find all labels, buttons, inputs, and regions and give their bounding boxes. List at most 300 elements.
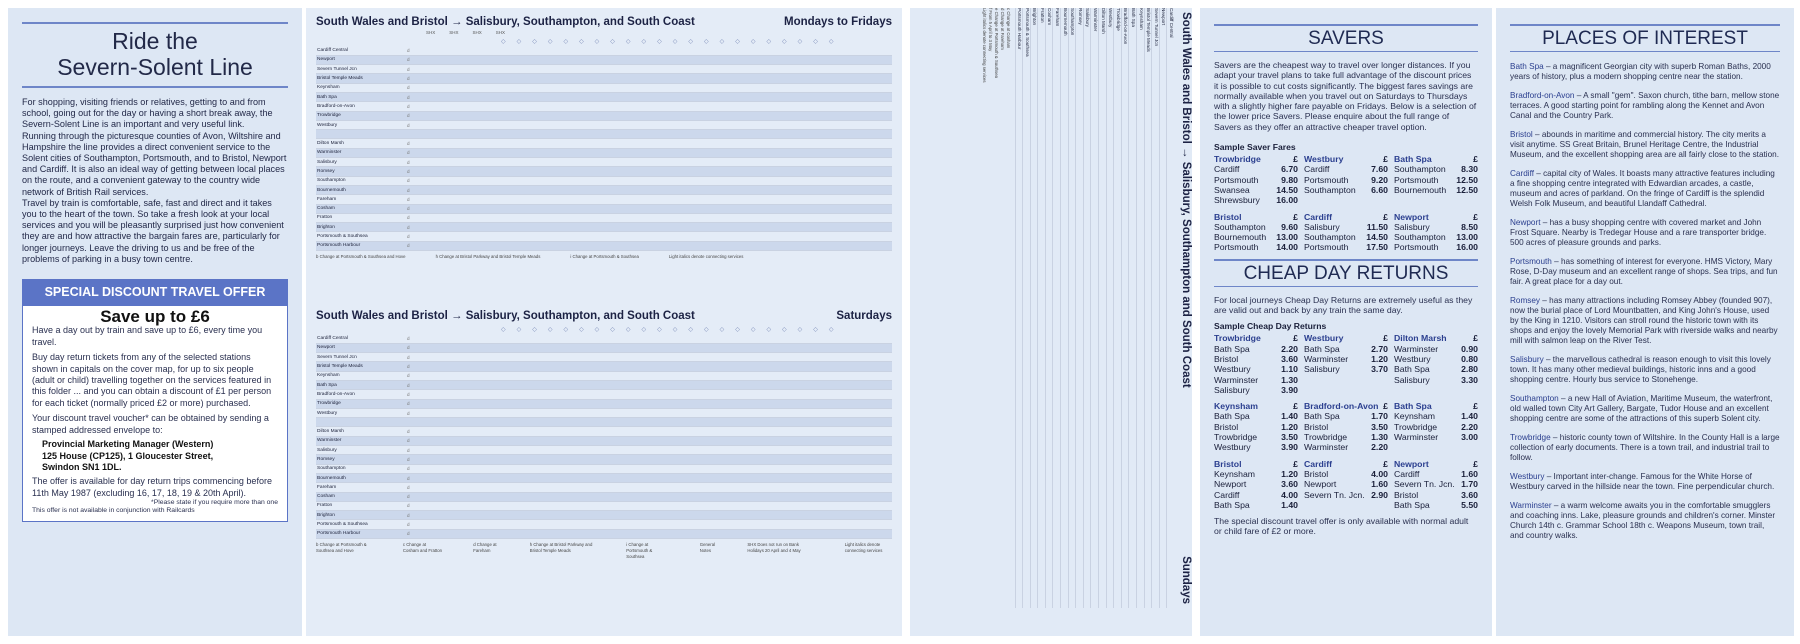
time-cell — [849, 213, 871, 222]
time-cell — [546, 213, 568, 222]
time-cell — [676, 464, 698, 473]
currency-symbol: £ — [1293, 211, 1298, 222]
time-cell — [827, 158, 849, 167]
fare-destination: Portsmouth — [1394, 242, 1439, 253]
fare-destination: Warminster — [1394, 343, 1439, 354]
time-cell — [611, 102, 633, 111]
time-cell — [503, 176, 525, 185]
time-cell — [459, 102, 481, 111]
time-cell — [849, 436, 871, 445]
fare-price: 1.70 — [1461, 479, 1478, 490]
time-cell — [740, 371, 762, 380]
time-cell — [524, 213, 546, 222]
time-cell — [719, 353, 741, 362]
time-cell — [697, 529, 719, 538]
time-cell — [611, 343, 633, 352]
time-cell — [676, 529, 698, 538]
time-cell — [719, 390, 741, 399]
time-cell — [697, 483, 719, 492]
time-cell — [719, 130, 741, 139]
time-cell — [481, 529, 503, 538]
time-cell — [784, 455, 806, 464]
time-cell — [632, 195, 654, 204]
table-row — [1053, 8, 1061, 608]
time-cell — [676, 241, 698, 250]
time-cell — [762, 83, 784, 92]
fare-price: 1.20 — [1281, 421, 1298, 432]
arr-dep-marker: d — [406, 102, 416, 111]
arr-dep-marker: d — [406, 371, 416, 380]
time-cell — [762, 167, 784, 176]
cheapday-heading-box — [1214, 261, 1478, 286]
time-cell — [654, 473, 676, 482]
time-cell — [654, 371, 676, 380]
time-cell — [827, 529, 849, 538]
arr-dep-marker: d — [406, 455, 416, 464]
time-cells — [1084, 88, 1091, 608]
time-cell — [459, 167, 481, 176]
arr-dep-marker: d — [406, 362, 416, 371]
time-cell — [416, 83, 438, 92]
time-cell — [654, 213, 676, 222]
offer-footer: This offer is not available in conjunction with Railcards — [32, 507, 195, 515]
time-cell — [805, 492, 827, 501]
time-cell — [870, 204, 892, 213]
time-cell — [546, 399, 568, 408]
time-cell — [438, 158, 460, 167]
fare-price: 0.80 — [1461, 353, 1478, 364]
time-cell — [459, 158, 481, 167]
time-cell — [805, 120, 827, 129]
time-cell — [459, 371, 481, 380]
time-cell — [503, 213, 525, 222]
time-cell — [503, 83, 525, 92]
time-cell — [589, 213, 611, 222]
time-cell — [654, 111, 676, 120]
code: SHX — [449, 30, 459, 35]
time-cell — [524, 55, 546, 64]
time-cell — [611, 241, 633, 250]
time-cell — [611, 74, 633, 83]
time-cell — [870, 501, 892, 510]
arr-dep-marker: d — [406, 167, 416, 176]
fare-price: 14.50 — [1366, 232, 1388, 243]
time-cell — [546, 362, 568, 371]
time-cell — [438, 241, 460, 250]
time-cell — [697, 223, 719, 232]
time-cell — [481, 511, 503, 520]
time-cell — [740, 185, 762, 194]
time-cell — [416, 436, 438, 445]
time-cell — [676, 148, 698, 157]
time-cell — [784, 353, 806, 362]
arr-dep-marker: d — [406, 185, 416, 194]
time-cell — [719, 111, 741, 120]
time-cell — [784, 473, 806, 482]
fare-origin — [1214, 333, 1298, 343]
time-cell — [546, 55, 568, 64]
time-cell — [827, 74, 849, 83]
time-cell — [503, 185, 525, 194]
time-cell — [654, 334, 676, 343]
fare-row — [1304, 469, 1388, 479]
time-cell — [438, 343, 460, 352]
station-name: Bath Spa — [316, 92, 406, 101]
legend-item: d Change at Fareham — [999, 8, 1005, 50]
currency-symbol: £ — [1383, 211, 1388, 222]
fare-destination: Newport — [1214, 479, 1247, 490]
table-row — [316, 418, 892, 427]
time-cell — [503, 223, 525, 232]
time-cell — [416, 427, 438, 436]
place-entry — [1496, 257, 1794, 287]
time-cell — [459, 436, 481, 445]
time-cell — [459, 148, 481, 157]
time-cell — [762, 483, 784, 492]
time-cell — [697, 353, 719, 362]
origin-station: Newport — [1394, 458, 1429, 469]
time-cell — [784, 213, 806, 222]
time-cell — [849, 418, 871, 427]
timetable-notes — [316, 254, 892, 260]
time-cells — [1167, 88, 1174, 608]
time-cell — [654, 343, 676, 352]
time-cell — [827, 492, 849, 501]
time-cell — [481, 74, 503, 83]
time-cell — [524, 74, 546, 83]
fare-row — [1394, 222, 1478, 232]
time-cell — [870, 473, 892, 482]
time-cell — [740, 446, 762, 455]
station-name: Romsey — [316, 167, 406, 176]
table-row — [1060, 8, 1068, 608]
time-cell — [870, 371, 892, 380]
station-name: Salisbury — [316, 446, 406, 455]
time-cell — [481, 176, 503, 185]
time-cell — [524, 473, 546, 482]
place-description: – historic county town of Wiltshire. In the County Hall is a large collection of early documents. There is a town trail, and industrial trail to follow. — [1510, 433, 1780, 462]
time-cell — [849, 371, 871, 380]
time-cell — [589, 83, 611, 92]
fare-price: 8.50 — [1461, 221, 1478, 232]
time-cell — [524, 204, 546, 213]
table-row — [1030, 8, 1038, 608]
time-cell — [567, 436, 589, 445]
time-cell — [632, 520, 654, 529]
time-cell — [416, 102, 438, 111]
time-cell — [697, 390, 719, 399]
time-cell — [459, 529, 481, 538]
time-cell — [654, 74, 676, 83]
time-cells — [1076, 88, 1083, 608]
time-cell — [632, 455, 654, 464]
fare-row — [1214, 185, 1298, 195]
time-cell — [611, 455, 633, 464]
time-cell — [740, 139, 762, 148]
time-cell — [438, 408, 460, 417]
time-cell — [697, 130, 719, 139]
time-cell — [481, 241, 503, 250]
time-cell — [805, 427, 827, 436]
time-cell — [805, 501, 827, 510]
time-cell — [784, 529, 806, 538]
time-cell — [784, 195, 806, 204]
time-cell — [632, 380, 654, 389]
time-cell — [589, 232, 611, 241]
time-cell — [697, 520, 719, 529]
place-entry — [1496, 394, 1794, 424]
table-row — [316, 473, 892, 482]
time-cell — [784, 92, 806, 101]
fare-origin — [1214, 459, 1298, 469]
time-cell — [719, 343, 741, 352]
fare-price: 11.50 — [1366, 221, 1388, 232]
place-description: – the marvellous cathedral is reason enough to visit this lovely town. It has many other medieval buildings, historic inns and a good shopping centre. Hourly bus service to Stonehenge. — [1510, 355, 1771, 384]
time-cells — [1129, 88, 1136, 608]
time-cell — [870, 111, 892, 120]
time-cell — [611, 529, 633, 538]
time-cell — [611, 139, 633, 148]
time-cell — [459, 46, 481, 55]
origin-station: Cardiff — [1304, 458, 1332, 469]
time-cell — [784, 483, 806, 492]
time-cell — [762, 464, 784, 473]
fare-destination: Warminster — [1214, 374, 1259, 385]
time-cell — [416, 195, 438, 204]
fare-row — [1304, 164, 1388, 174]
time-cell — [459, 492, 481, 501]
time-cell — [632, 213, 654, 222]
time-cell — [805, 213, 827, 222]
time-cells — [1152, 88, 1159, 608]
fare-row — [1304, 432, 1388, 442]
time-cell — [589, 408, 611, 417]
time-cell — [438, 418, 460, 427]
fare-price: 17.50 — [1366, 242, 1388, 253]
time-cell — [481, 130, 503, 139]
time-cell — [503, 232, 525, 241]
sample-label: Sample Saver Fares — [1214, 142, 1296, 153]
time-cell — [438, 167, 460, 176]
time-cell — [459, 204, 481, 213]
time-cell — [503, 473, 525, 482]
time-cell — [697, 204, 719, 213]
time-cell — [827, 418, 849, 427]
time-cell — [438, 446, 460, 455]
fare-destination: Bristol — [1304, 421, 1329, 432]
time-cell — [676, 55, 698, 64]
fare-destination: Westbury — [1394, 353, 1431, 364]
station-name: Brighton — [316, 511, 406, 520]
note-item: Light italics denote connecting services — [668, 254, 744, 260]
time-cell — [740, 46, 762, 55]
time-cell — [589, 529, 611, 538]
time-cell — [784, 55, 806, 64]
time-cell — [611, 334, 633, 343]
time-cells — [1122, 88, 1129, 608]
time-cell — [827, 46, 849, 55]
time-cell — [762, 74, 784, 83]
time-cell — [567, 390, 589, 399]
time-cell — [827, 371, 849, 380]
time-cell — [676, 204, 698, 213]
time-cell — [438, 427, 460, 436]
time-cell — [676, 92, 698, 101]
time-cell — [416, 120, 438, 129]
time-cell — [567, 334, 589, 343]
time-cell — [524, 371, 546, 380]
time-cell — [849, 185, 871, 194]
table-row — [316, 102, 892, 111]
time-cell — [459, 511, 481, 520]
arr-dep-marker: d — [406, 492, 416, 501]
arr-dep-marker: d — [406, 111, 416, 120]
time-cell — [503, 483, 525, 492]
time-cell — [784, 223, 806, 232]
fare-destination: Westbury — [1214, 442, 1251, 453]
fare-price: 9.20 — [1371, 174, 1388, 185]
time-cell — [805, 380, 827, 389]
time-cell — [524, 334, 546, 343]
time-cell — [589, 483, 611, 492]
time-cell — [697, 176, 719, 185]
time-cell — [438, 371, 460, 380]
time-cell — [438, 455, 460, 464]
time-cell — [870, 362, 892, 371]
table-row — [1106, 8, 1114, 608]
time-cell — [524, 232, 546, 241]
note-item: General Notes — [699, 542, 716, 554]
time-cell — [805, 148, 827, 157]
time-cell — [567, 464, 589, 473]
time-cell — [719, 334, 741, 343]
fare-row — [1304, 411, 1388, 421]
time-cell — [438, 195, 460, 204]
time-cell — [740, 92, 762, 101]
time-cell — [762, 65, 784, 74]
time-cell — [589, 204, 611, 213]
time-cell — [524, 130, 546, 139]
time-cell — [654, 204, 676, 213]
fare-destination: Cardiff — [1214, 489, 1240, 500]
time-cell — [611, 492, 633, 501]
place-name: Bristol — [1510, 130, 1533, 139]
time-cell — [784, 46, 806, 55]
place-entry — [1496, 218, 1794, 248]
time-cells — [1107, 88, 1114, 608]
time-cell — [416, 74, 438, 83]
time-cell — [524, 139, 546, 148]
time-cell — [459, 120, 481, 129]
time-cell — [611, 46, 633, 55]
time-cell — [524, 176, 546, 185]
time-cell — [589, 111, 611, 120]
time-cell — [719, 148, 741, 157]
time-cell — [676, 473, 698, 482]
time-cell — [438, 83, 460, 92]
time-cell — [416, 46, 438, 55]
fare-origin — [1394, 401, 1478, 411]
time-cell — [870, 120, 892, 129]
time-cell — [611, 371, 633, 380]
arr-dep-marker: d — [406, 158, 416, 167]
time-cell — [632, 83, 654, 92]
time-cell — [762, 408, 784, 417]
time-cell — [676, 213, 698, 222]
service-codes — [426, 30, 892, 38]
time-cell — [546, 120, 568, 129]
fare-destination: Westbury — [1214, 364, 1251, 375]
saver-fares — [1200, 142, 1492, 253]
time-cell — [740, 353, 762, 362]
time-cell — [416, 380, 438, 389]
time-cell — [567, 195, 589, 204]
time-cell — [784, 371, 806, 380]
time-cell — [611, 427, 633, 436]
time-cell — [805, 343, 827, 352]
time-cell — [849, 65, 871, 74]
facility-symbols: ◇◇◇◇◇◇◇◇◇◇◇◇◇◇◇◇◇◇◇◇◇◇ — [501, 327, 845, 333]
origin-station: Bristol — [1214, 211, 1242, 222]
currency-symbol: £ — [1473, 401, 1478, 412]
table-row — [316, 204, 892, 213]
time-cell — [524, 483, 546, 492]
time-cell — [481, 204, 503, 213]
time-cell — [870, 418, 892, 427]
time-cell — [784, 464, 806, 473]
table-row — [316, 46, 892, 55]
time-cell — [784, 158, 806, 167]
time-cell — [611, 520, 633, 529]
fare-origin — [1304, 401, 1388, 411]
time-cell — [438, 399, 460, 408]
time-cell — [805, 223, 827, 232]
time-cell — [805, 520, 827, 529]
time-cell — [503, 455, 525, 464]
time-cell — [589, 473, 611, 482]
place-entry — [1496, 355, 1794, 385]
time-cell — [416, 446, 438, 455]
fare-row — [1394, 375, 1478, 385]
time-cell — [676, 102, 698, 111]
currency-symbol: £ — [1383, 333, 1388, 344]
station-name: Bath Spa — [316, 380, 406, 389]
time-cell — [632, 167, 654, 176]
time-cell — [632, 176, 654, 185]
arr-dep-marker: d — [406, 399, 416, 408]
time-cell — [546, 427, 568, 436]
time-cell — [697, 362, 719, 371]
time-cell — [740, 65, 762, 74]
fare-destination: Southampton — [1304, 232, 1356, 243]
cheapday-text: For local journeys Cheap Day Returns are extremely useful as they are valid out and back by any train the same day. — [1214, 294, 1473, 316]
time-cell — [589, 353, 611, 362]
time-cell — [784, 399, 806, 408]
time-cell — [611, 158, 633, 167]
time-cell — [416, 408, 438, 417]
table-row — [1121, 8, 1129, 608]
time-cell — [481, 223, 503, 232]
time-cell — [481, 455, 503, 464]
time-cell — [632, 55, 654, 64]
time-cell — [849, 446, 871, 455]
time-cell — [503, 427, 525, 436]
fare-row — [1214, 164, 1298, 174]
time-cell — [438, 55, 460, 64]
timetable-header — [316, 310, 892, 322]
time-cell — [546, 102, 568, 111]
time-cell — [611, 65, 633, 74]
